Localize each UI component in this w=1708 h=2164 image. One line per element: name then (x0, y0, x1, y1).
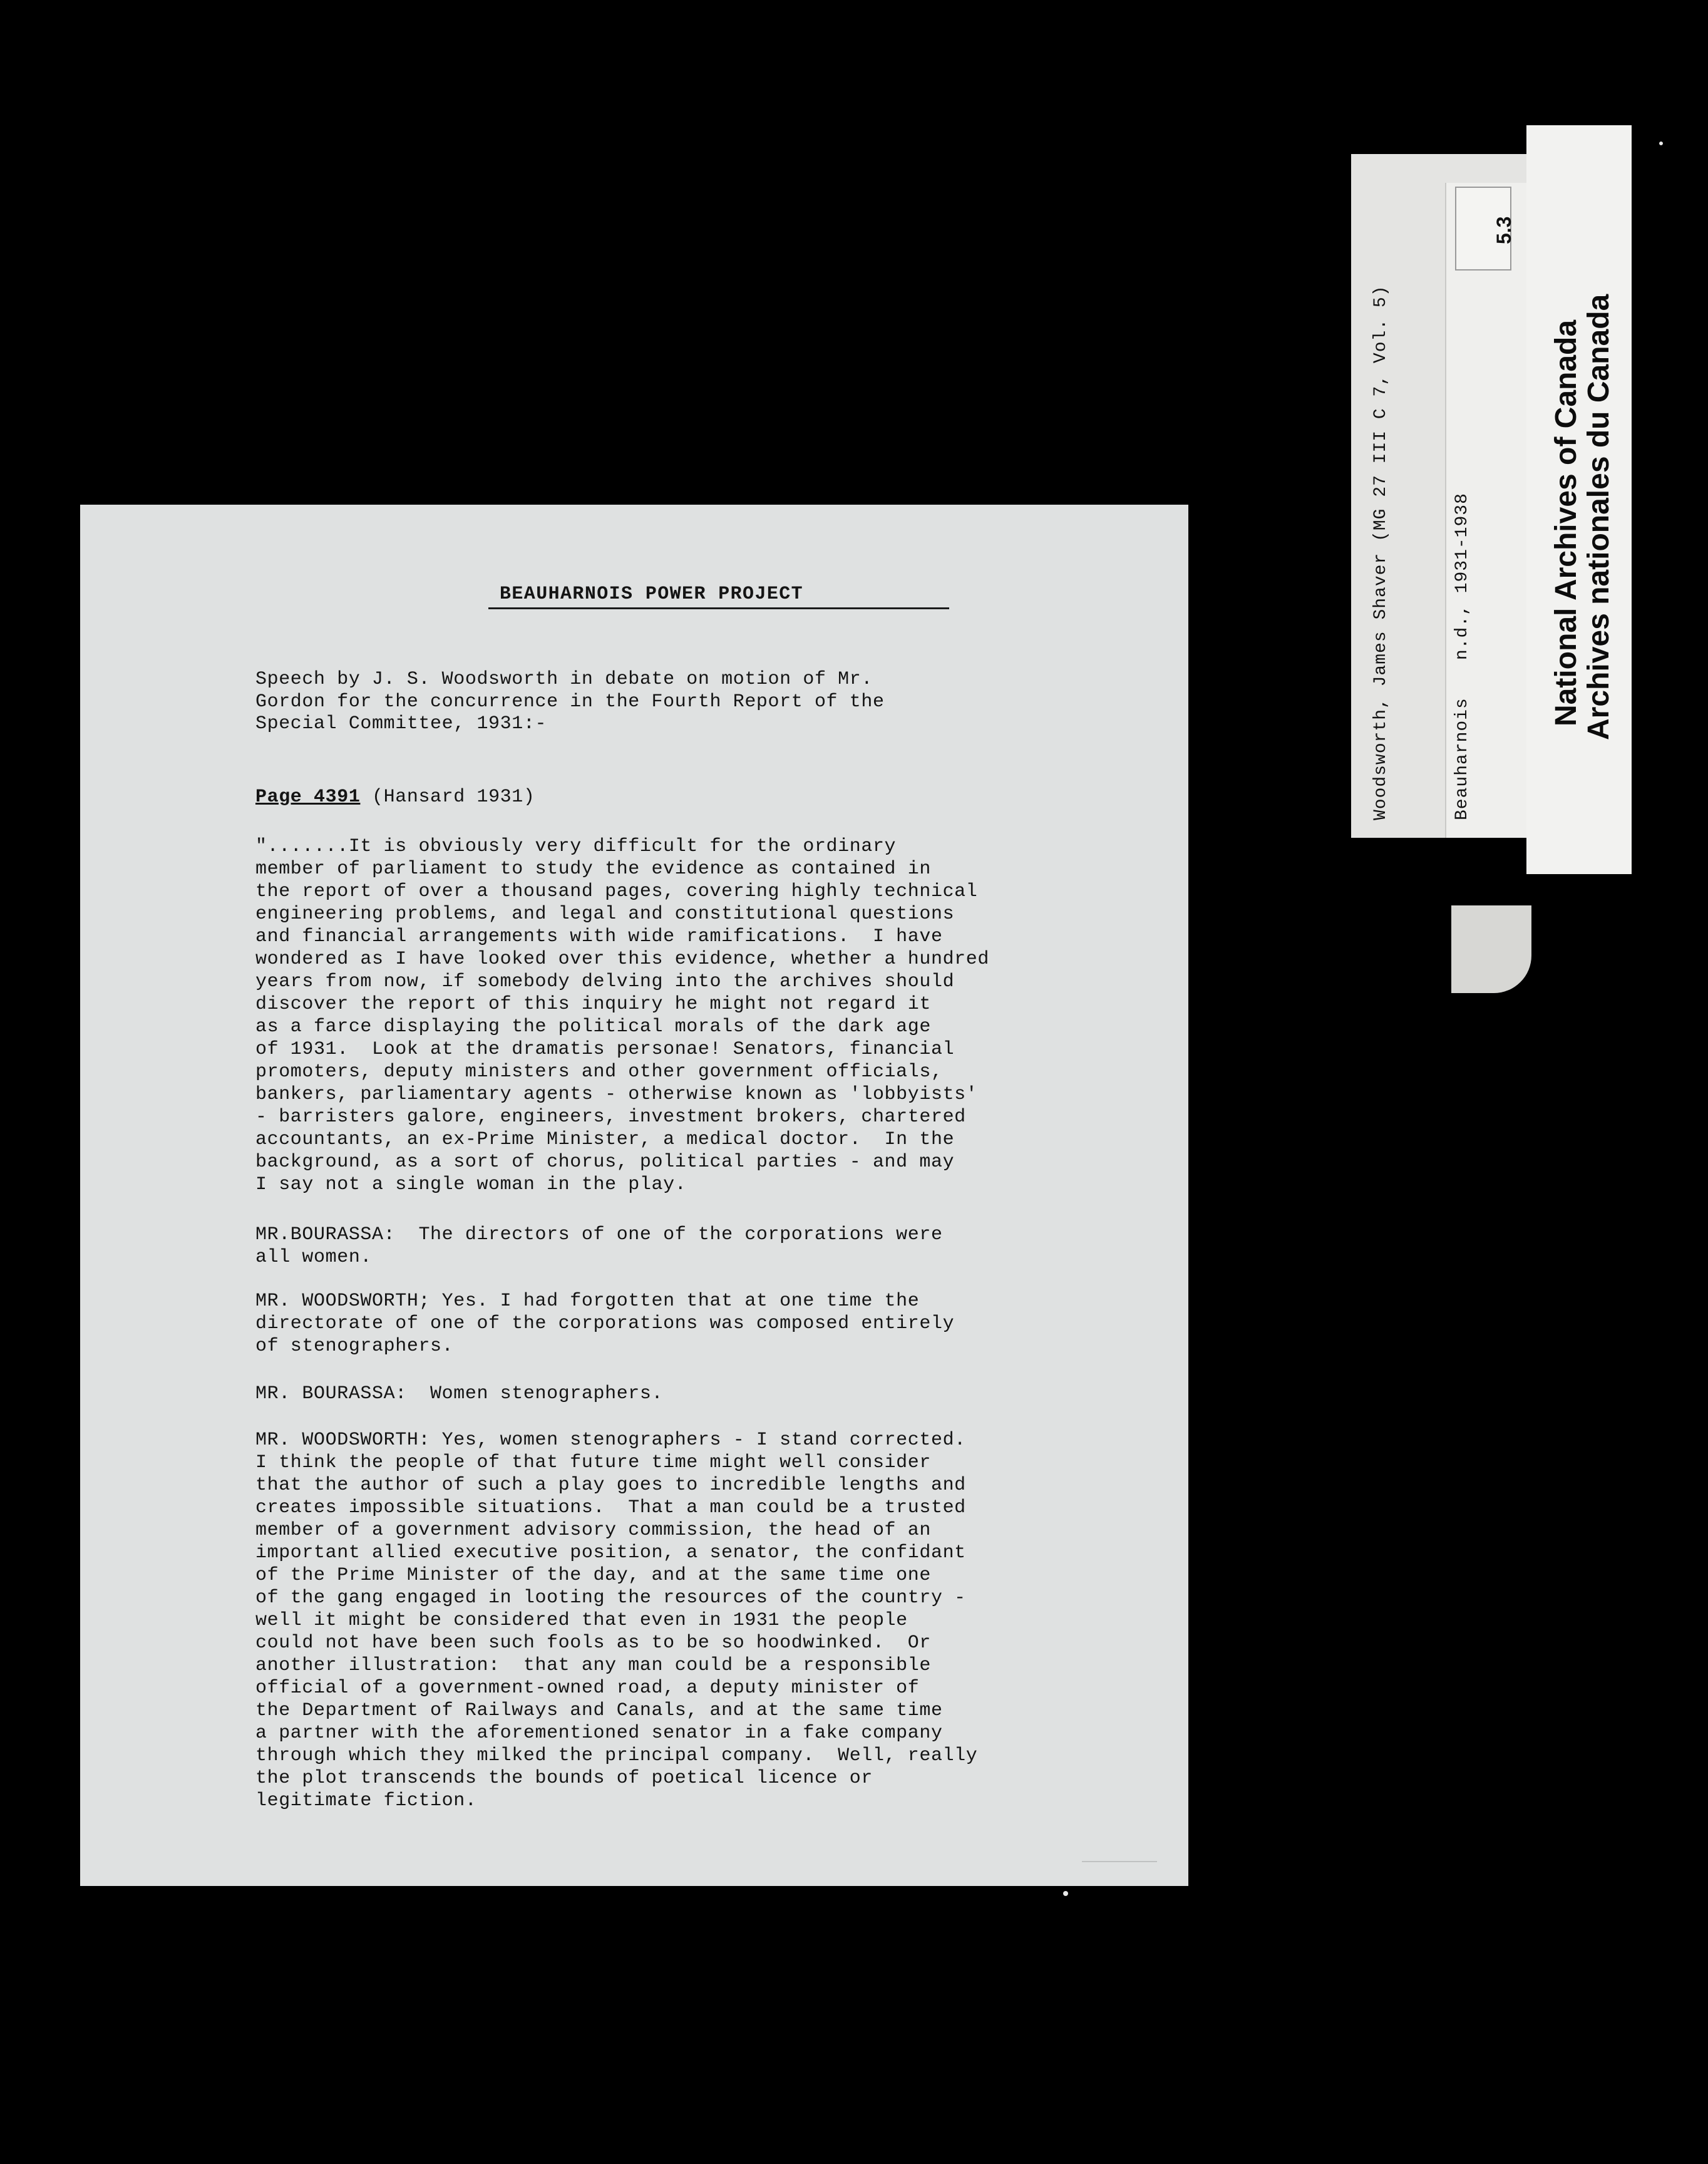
document-page (80, 505, 1188, 1886)
document-title: BEAUHARNOIS POWER PROJECT (500, 584, 804, 605)
speech-paragraph-2: MR. WOODSWORTH: Yes, women stenographers - I stand corrected. I think the people of that future time might well consider that the author of such a play goes to incredible lengths and creates impossible situations. That a man could be a trusted member of a government advisory commission, the head of an important allied executive position, a senator, the confidant of the Prime Minister of the day, and at the same time one of the gang engaged in looting the resources of the country - well it might be considered that even in 1931 the people could not have been such fools as to be so hoodwinked. Or another illustration: that any man could be a responsible official of a government-owned road, a deputy minister of the Department of Railways and Canals, and at the same time a partner with the aforementioned senator in a fake company through which they milked the principal company. Well, really the plot transcends the bounds of poetical licence or legitimate fiction. (255, 1430, 978, 1811)
title-underline (488, 607, 949, 609)
film-speck (1063, 1891, 1068, 1896)
archive-reference: Woodsworth, James Shaver (MG 27 III C 7, Vol. 5) (1371, 285, 1391, 820)
archive-dates: n.d., 1931-1938 (1453, 493, 1472, 661)
archive-label-tab (1451, 905, 1531, 993)
woodsworth-reply-1: MR. WOODSWORTH; Yes. I had forgotten that at one time the directorate of one of the corporations was composed entirely of stenographers. (255, 1291, 955, 1357)
paper-mark (1082, 1861, 1157, 1862)
page-reference-source: (Hansard 1931) (360, 786, 535, 808)
bourassa-remark-2: MR. BOURASSA: Women stenographers. (255, 1383, 664, 1404)
archive-subject-line (1453, 493, 1472, 820)
bourassa-remark-1: MR.BOURASSA: The directors of one of the corporations were all women. (255, 1224, 943, 1268)
archive-subject: Beauharnois (1453, 698, 1472, 820)
page-reference (255, 786, 535, 808)
archives-name-english: National Archives of Canada (1550, 319, 1583, 726)
film-speck (1659, 142, 1663, 145)
page-reference-label: Page 4391 (255, 786, 361, 808)
archives-name-french: Archives nationales du Canada (1582, 294, 1615, 740)
intro-paragraph: Speech by J. S. Woodsworth in debate on motion of Mr. Gordon for the concurrence in the Fourth Report of the Special Committee, 1931:- (255, 669, 885, 734)
archive-item-number: 5.3 (1493, 216, 1515, 244)
speech-paragraph-1: ".......It is obviously very difficult for the ordinary member of parliament to study the evidence as contained in the report of over a thousand pages, covering highly technical engineering problems, and legal and constitutional questions and financial arrangements with wide ramifications. I have wondered as I have looked over this evidence, whether a hundred years from now, if somebody delving into the archives should discover the report of this inquiry he might not regard it as a farce displaying the political morals of the dark age of 1931. Look at the dramatis personae! Senators, financial promoters, deputy ministers and other government officials, bankers, parliamentary agents - otherwise known as 'lobbyists' - barristers galore, engineers, investment brokers, chartered accountants, an ex-Prime Minister, a medical doctor. In the background, as a sort of chorus, political parties - and may I say not a single woman in the play. (255, 836, 989, 1195)
